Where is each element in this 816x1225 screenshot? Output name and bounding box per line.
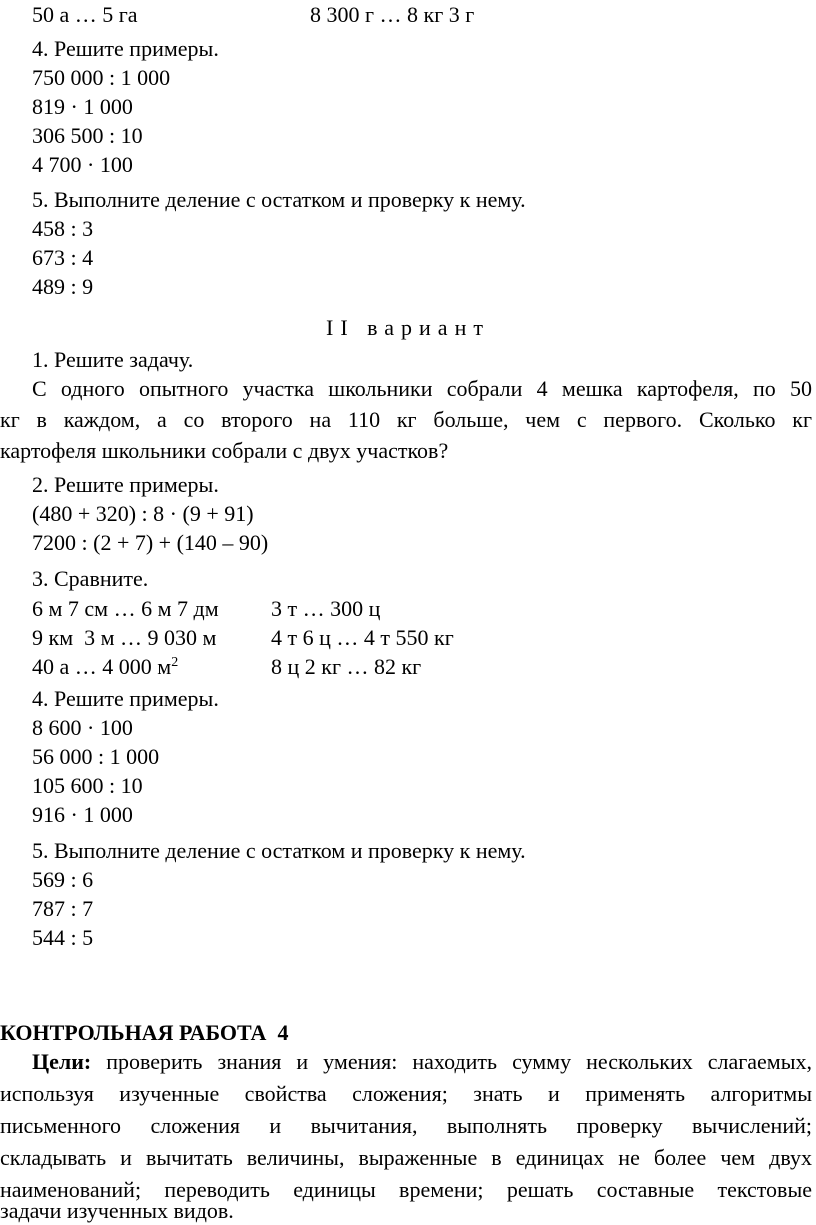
goals-line: складывать и вычитать величины, выраженные в единицах не более чем двух (0, 1145, 812, 1170)
task-title: 4. Решите примеры. (32, 686, 219, 711)
example-line: 306 500 : 10 (32, 123, 143, 148)
goals-line: задачи изученных видов. (0, 1198, 234, 1223)
compare-right: 8 ц 2 кг … 82 кг (271, 654, 422, 679)
compare-left: 9 км 3 м … 9 030 м (32, 625, 217, 650)
example-line: 489 : 9 (32, 274, 94, 299)
compare-left: 50 а … 5 га (32, 2, 138, 27)
example-line: 7200 : (2 + 7) + (140 – 90) (32, 530, 269, 555)
task-title: 1. Решите задачу. (32, 347, 194, 372)
goals-line: используя изученные свойства сложения; знать и применять алгоритмы (0, 1081, 812, 1106)
example-line: 8 600 · 100 (32, 715, 133, 740)
example-line: 750 000 : 1 000 (32, 65, 171, 90)
compare-row (32, 0, 138, 29)
problem-text-line: С одного опытного участка школьники собрали 4 мешка картофеля, по 50 (32, 376, 812, 401)
goals-label: Цели: (32, 1049, 92, 1074)
problem-text-line: кг в каждом, а со второго на 110 кг больше, чем с первого. Сколько кг (0, 407, 812, 432)
example-line: 916 · 1 000 (32, 802, 133, 827)
goals-line: наименований; переводить единицы времени; решать составные текстовые (0, 1177, 812, 1202)
goals-text: проверить знания и умения: находить сумму нескольких слагаемых, (91, 1049, 812, 1074)
task-title: 4. Решите примеры. (32, 36, 219, 61)
example-line: 105 600 : 10 (32, 773, 143, 798)
task-title: 5. Выполните деление с остатком и проверку к нему. (32, 838, 526, 863)
example-line: (480 + 320) : 8 · (9 + 91) (32, 501, 254, 526)
section-title: КОНТРОЛЬНАЯ РАБОТА 4 (0, 1020, 289, 1045)
example-line: 4 700 · 100 (32, 152, 133, 177)
compare-right: 8 300 г … 8 кг 3 г (310, 2, 475, 27)
compare-right: 4 т 6 ц … 4 т 550 кг (271, 625, 454, 650)
goals-line (32, 1047, 812, 1076)
problem-text-line: картофеля школьники собрали с двух участков? (0, 438, 449, 463)
example-line: 56 000 : 1 000 (32, 744, 160, 769)
variant-heading: II вариант (326, 315, 490, 340)
example-line: 544 : 5 (32, 925, 94, 950)
task-title: 5. Выполните деление с остатком и проверку к нему. (32, 187, 526, 212)
example-line: 569 : 6 (32, 867, 94, 892)
task-title: 3. Сравните. (32, 566, 149, 591)
compare-left: 6 м 7 см … 6 м 7 дм (32, 596, 219, 621)
example-line: 458 : 3 (32, 216, 94, 241)
compare-right: 3 т … 300 ц (271, 596, 381, 621)
example-line: 787 : 7 (32, 896, 94, 921)
compare-left-text: 40 а … 4 000 м (32, 654, 172, 679)
superscript: 2 (171, 655, 179, 670)
goals-line: письменного сложения и вычитания, выполнять проверку вычислений; (0, 1113, 812, 1138)
compare-left (32, 652, 178, 681)
example-line: 819 · 1 000 (32, 94, 133, 119)
example-line: 673 : 4 (32, 245, 94, 270)
task-title: 2. Решите примеры. (32, 472, 219, 497)
